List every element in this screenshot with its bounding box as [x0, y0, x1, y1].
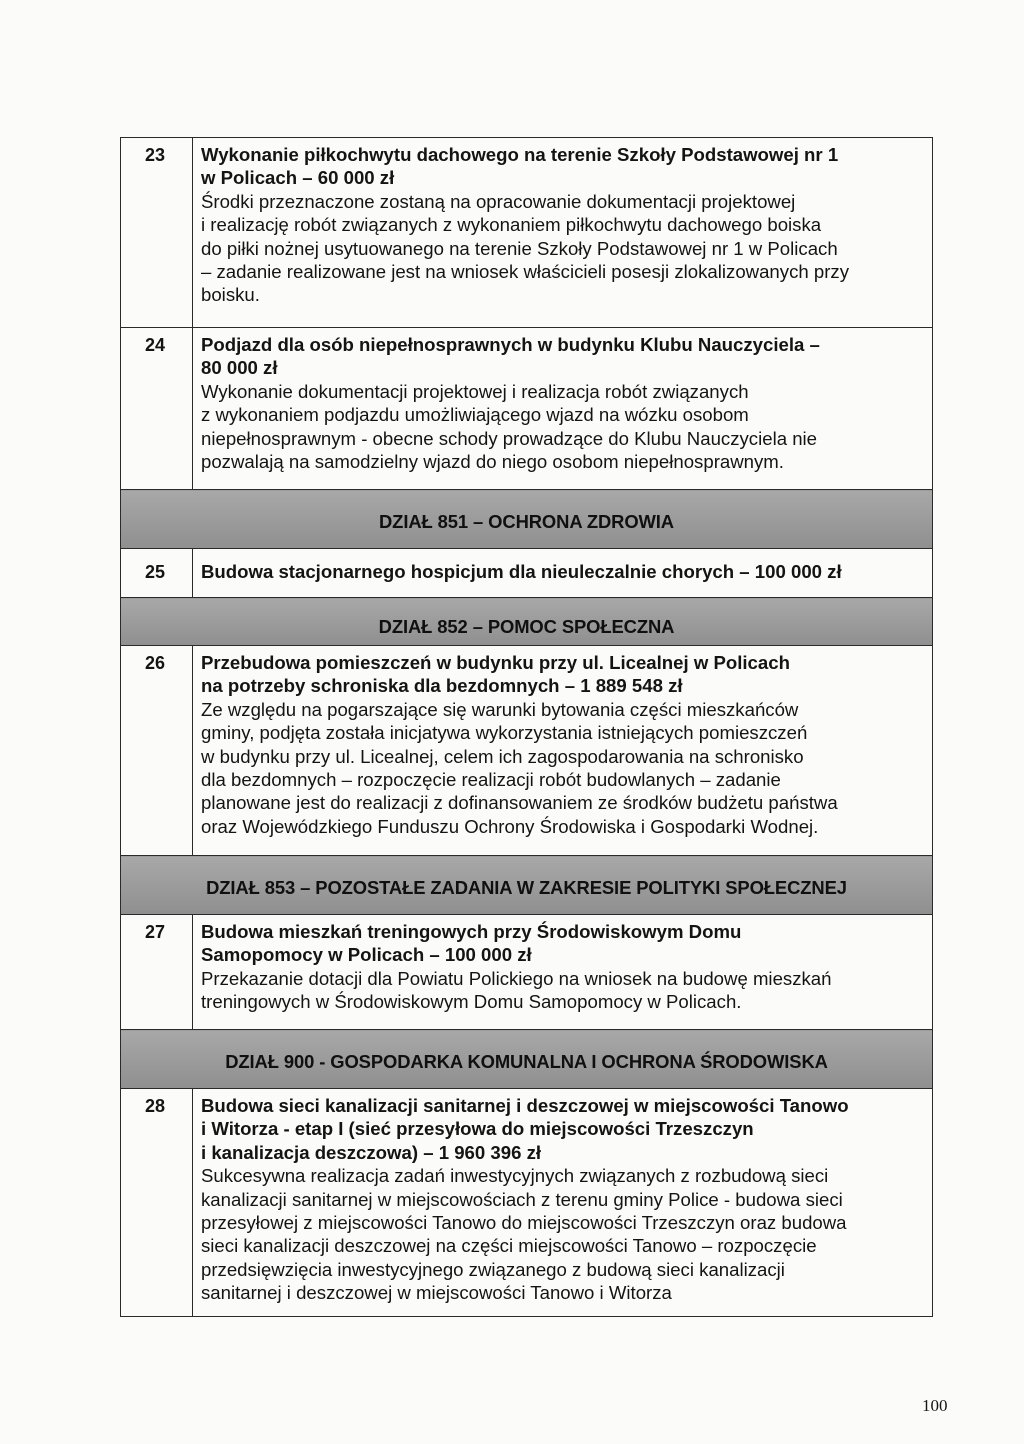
page-number: 100	[922, 1396, 948, 1415]
row-number: 23	[145, 145, 166, 165]
row-number: 27	[145, 922, 166, 942]
task-description: Przekazanie dotacji dla Powiatu Polickiego na wniosek na budowę mieszkań treningowych w Środowiskowym Domu Samopomocy w Policach.	[201, 967, 832, 1013]
table-row	[121, 549, 933, 598]
task-description: Sukcesywna realizacja zadań inwestycyjnych związanych z rozbudową sieci kanalizacji sanitarnej w miejscowościach z terenu gminy Police - budowa sieci przesyłowej z miejscowości Tanowo do miejscowości Trzeszczyn oraz budowa sieci kanalizacji deszczowej na części miejscowości Tanowo – rozpoczęcie przedsięwzięcia inwestycyjnego związanego z budową sieci kanalizacji sanitarnej i deszczowej w miejscowości Tanowo i Witorza	[201, 1165, 847, 1304]
row-number: 25	[145, 562, 166, 582]
table-row	[121, 1089, 933, 1317]
task-title: Budowa stacjonarnego hospicjum dla nieuleczalnie chorych – 100 000 zł	[201, 561, 842, 582]
section-header	[121, 856, 933, 915]
task-description: Wykonanie dokumentacji projektowej i realizacja robót związanych z wykonaniem podjazdu umożliwiającego wjazd na wózku osobom niepełnosprawnym - obecne schody prowadzące do Klubu Nauczyciela nie pozwalają na samodzielny wjazd do niego osobom niepełnosprawnym.	[201, 380, 818, 473]
section-title: DZIAŁ 851 – OCHRONA ZDROWIA	[379, 511, 674, 532]
row-number: 28	[145, 1096, 166, 1116]
task-title: Przebudowa pomieszczeń w budynku przy ul. Licealnej w Policach na potrzeby schroniska dla bezdomnych – 1 889 548 zł	[201, 652, 790, 697]
task-description: Ze względu na pogarszające się warunki bytowania części mieszkańców gminy, podjęta została inicjatywa wykorzystania istniejących pomieszczeń w budynku przy ul. Licealnej, celem ich zagospodarowania na schronisko dla bezdomnych – rozpoczęcie realizacji robót budowlanych – zadanie planowane jest do realizacji z dofinansowaniem ze środków budżetu państwa oraz Wojewódzkiego Funduszu Ochrony Środowiska i Gospodarki Wodnej.	[201, 698, 838, 837]
section-title: DZIAŁ 853 – POZOSTAŁE ZADANIA W ZAKRESIE POLITYKI SPOŁECZNEJ	[206, 877, 847, 898]
row-number: 26	[145, 653, 166, 673]
task-title: Budowa sieci kanalizacji sanitarnej i deszczowej w miejscowości Tanowo i Witorza - etap I (sieć przesyłowa do miejscowości Trzeszczyn i kanalizacja deszczowa) – 1 960 396 zł	[201, 1095, 849, 1163]
task-title: Podjazd dla osób niepełnosprawnych w budynku Klubu Nauczyciela – 80 000 zł	[201, 334, 820, 379]
section-title: DZIAŁ 852 – POMOC SPOŁECZNA	[378, 616, 675, 637]
table-row	[121, 138, 933, 328]
section-title: DZIAŁ 900 - GOSPODARKA KOMUNALNA I OCHRONA ŚRODOWISKA	[225, 1051, 828, 1072]
table-row	[121, 646, 933, 856]
table-row	[121, 328, 933, 490]
section-header	[121, 1030, 933, 1089]
table-row	[121, 915, 933, 1030]
task-title: Budowa mieszkań treningowych przy Środowiskowym Domu Samopomocy w Policach – 100 000 zł	[201, 921, 742, 966]
investment-table	[120, 137, 933, 1317]
section-header	[121, 598, 933, 646]
task-description: Środki przeznaczone zostaną na opracowanie dokumentacji projektowej i realizację robót związanych z wykonaniem piłkochwytu dachowego boiska do piłki nożnej usytuowanego na terenie Szkoły Podstawowej nr 1 w Policach – zadanie realizowane jest na wniosek właścicieli posesji zlokalizowanych przy boisku.	[201, 190, 849, 306]
row-number: 24	[145, 335, 166, 355]
task-title: Wykonanie piłkochwytu dachowego na terenie Szkoły Podstawowej nr 1 w Policach – 60 000 zł	[201, 144, 839, 189]
section-header	[121, 490, 933, 549]
